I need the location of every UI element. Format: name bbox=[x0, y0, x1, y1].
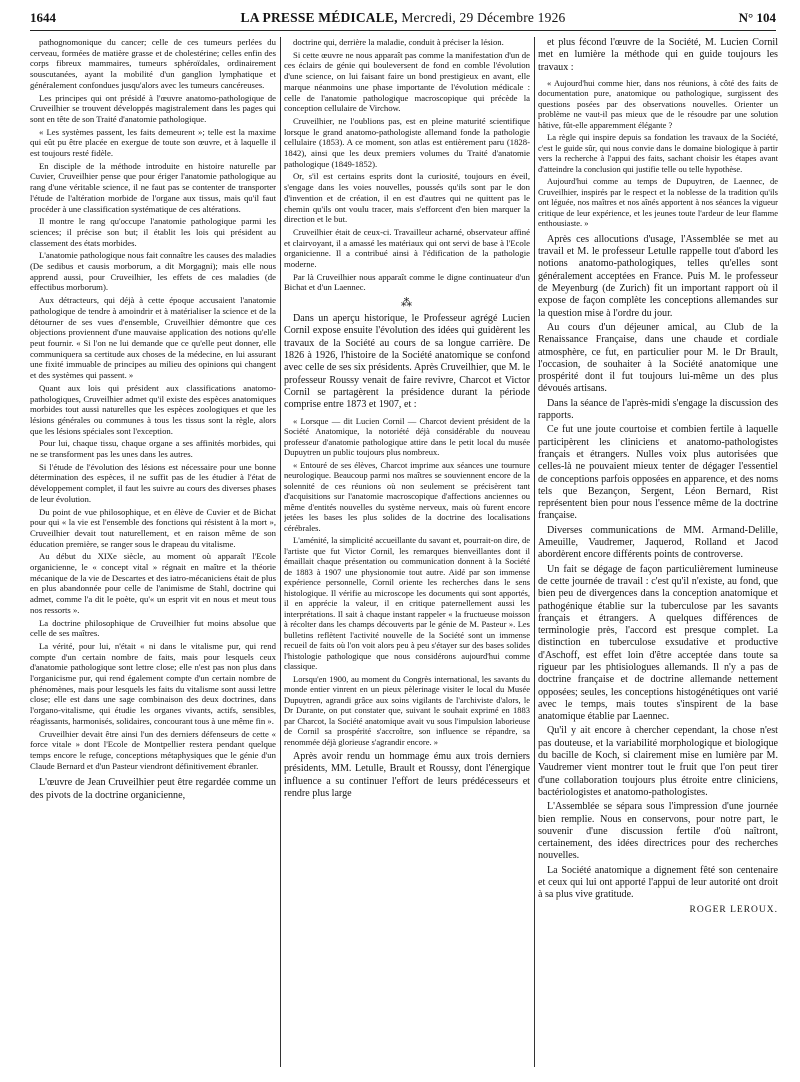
col3-lead bbox=[538, 37, 778, 74]
paragraph: L'œuvre de Jean Cruveilhier peut être regardée comme un des pivots de la doctrine organicienne, bbox=[30, 777, 276, 801]
paragraph: La doctrine philosophique de Cruveilhier fut moins absolue que celle de ses maîtres. bbox=[30, 617, 276, 639]
paragraph: L'anatomie pathologique nous fait connaître les causes des maladies (De sedibus et causis morborum, a dit Morgagni); mais elle nous apprend aussi, pour Cruveilhier, les effets de ces maladies (de effectibus morborum). bbox=[30, 250, 276, 293]
col1-lead bbox=[30, 777, 276, 802]
paragraph: « Aujourd'hui comme hier, dans nos réunions, à côté des faits de documentation pure, anatomique ou pathologique, surgissent des questions posées par des observations nouvelles. Orienter un problème ne vaut-il pas mieux que de le résoudre par une solution hâtive, fût-elle apparemment élégante ? bbox=[538, 77, 778, 130]
paragraph: Cruveilhier, ne l'oublions pas, est en pleine maturité scientifique lorsque le grand anatomo-pathologiste allemand fonde la pathologie cellulaire (1853). A ce moment, son atlas est entièrement paru (1828-1842), ainsi que les deux premiers volumes du Traité d'anatomie pathologique (1849-1852). bbox=[284, 115, 530, 169]
paragraph: pathognomonique du cancer; celle de ces tumeurs perlées du cerveau, formées de matière grasse et de cholestérine; celles enfin des corps fibreux mammaires, tumeurs sphéroïdales, ordinairement souscutanées, ayant la mobilité d'un ganglion lymphatique et généralement confondues jusqu'alors avec les tumeurs cancéreuses. bbox=[30, 37, 276, 90]
paragraph: Cruveilhier était de ceux-ci. Travailleur acharné, observateur affiné et clairvoyant, il a amassé les matériaux qui ont servi de base à l'Ecole organicienne. Il a contribué ainsi à l'édification de la pathologie moderne. bbox=[284, 226, 530, 270]
paragraph: Les principes qui ont présidé à l'œuvre anatomo-pathologique de Cruveilhier se trouvent développés magistralement dans les pages qui sont en tête de son Traité d'anatomie pathologique. bbox=[30, 92, 276, 124]
paragraph: Aujourd'hui comme au temps de Dupuytren, de Laennec, de Cruveilhier, inspirés par le respect et la noblesse de la tradition qu'ils ont léguée, nos maîtres et nos aînés apportent à nos séances la vigueur critique de leur expérience, et les jeunes toute l'ardeur de leur flamme enthousiaste. » bbox=[538, 176, 778, 229]
col3-quote bbox=[538, 78, 778, 229]
section-separator: ⁂ bbox=[401, 297, 413, 310]
paragraph: et plus fécond l'œuvre de la Société, M. Lucien Cornil met en lumière la méthode qui en guide toujours les travaux : bbox=[538, 37, 778, 73]
paragraph: La règle qui inspire depuis sa fondation les travaux de la Société, c'est le guide sûr, qui nous convie dans le domaine biologique à partir vers la recherche à l'appui des faits, sachant choisir les étapes avant d'atteindre la conclusion qui justifie telle ou telle hypothèse. bbox=[538, 132, 778, 174]
journal-title-line bbox=[30, 10, 776, 26]
paragraph: Si cette œuvre ne nous apparaît pas comme la manifestation d'un de ces éclairs de génie qui bouleversent de fond en comble l'évolution d'une science, on lui faisant faire un bond prestigieux en avant, elle marque néanmoins une phase importante de l'évolution médicale : celle de l'anatomie pathologique macroscopique qui précède la conception cellulaire de Virchow. bbox=[284, 49, 530, 114]
col2-lead bbox=[284, 313, 530, 411]
paragraph: Ce fut une joute courtoise et combien fertile à laquelle participèrent les cliniciens et anatomo-pathologistes français et étrangers. Nulles voix plus autorisées que celles-là ne pouvaient mieux tenter de dégager l'essentiel de conceptions parfois opposées en apparence, et des noms tels que Bezançon, Sergent, Léon Bernard, Rist représentent bien pour nous l'essence même de la doctrine française. bbox=[538, 424, 778, 522]
paragraph: Au cours d'un déjeuner amical, au Club de la Renaissance Française, dans une chaude et cordiale atmosphère, ce fut, en particulier pour M. le Dr Brault, l'occasion, de souhaiter à la Société anatomique une prospérité dont il fut toujours lui-même un des plus dévoués artisans. bbox=[538, 321, 778, 395]
column-3 bbox=[538, 37, 778, 1077]
paragraph: L'Assemblée se sépara sous l'impression d'une journée bien remplie. Nous en conservons, pour notre part, le souvenir d'une discussion fertile d'où naîtront, certainement, des idées directrices pour des recherches nouvelles. bbox=[538, 801, 778, 862]
paragraph: « Entouré de ses élèves, Charcot imprime aux séances une tournure neurologique. Beaucoup parmi nos maîtres se souviennent encore de la solennité de ces réunions où non seulement se précisèrent tant d'acquisitions sur l'anatomie macroscopique d'affections anciennes ou même d'entités nouvelles du système nerveux, mais où furent encore jetées les bases les plus solides de la doctrine des localisations cérébrales. bbox=[284, 459, 530, 533]
paragraph: Qu'il y ait encore à chercher cependant, la chose n'est pas douteuse, et la variabilité morphologique et biologique du bacille de Koch, si clairement mise en lumière par M. Vaudremer vient montrer tout le fruit que l'on peut tirer d'une collaboration toujours plus étroite entre cliniciens, bactériologistes et anatomo-pathologistes. bbox=[538, 725, 778, 798]
paragraph: En disciple de la méthode introduite en histoire naturelle par Cuvier, Cruveilhier pense que pour ériger l'anatomie pathologique au rang d'une véritable science, il ne faut pas se contenter de transporter l'étude de l'altération morbide de l'organe aux tissus, mais qu'il faut procéder à une classification systématique de ces altérations. bbox=[30, 160, 276, 214]
col1-body bbox=[30, 37, 276, 771]
paragraph: Du point de vue philosophique, et en élève de Cuvier et de Bichat pour qui « la vie est l'ensemble des fonctions qui résistent à la mort », Cruveilhier devait tout naturellement, et en raison même de son éducation première, se ranger sous le drapeau du vitalisme. bbox=[30, 506, 276, 549]
paragraph: La Société anatomique a dignement fêté son centenaire et ceux qui lui ont apporté l'appui de leur autorité ont droit à sa plus vive gratitude. bbox=[538, 864, 778, 901]
col3-body bbox=[538, 234, 778, 902]
page-number: 1644 bbox=[30, 10, 56, 25]
paragraph: doctrine qui, derrière la maladie, conduit à préciser la lésion. bbox=[293, 37, 504, 47]
author-signature: ROGER LEROUX. bbox=[689, 904, 778, 915]
paragraph: « Les systèmes passent, les faits demeurent »; telle est la maxime qui eût pu être placée en exergue de toute son œuvre, et à laquelle il est toujours resté fidèle. bbox=[30, 126, 276, 159]
paragraph: Dans un aperçu historique, le Professeur agrégé Lucien Cornil expose ensuite l'évolution des idées qui guidèrent les travaux de la Société au cours de sa longue carrière. De 1826 à 1926, l'histoire de la Société anatomique se confond avec celle de ses six présidents. Après Cruveilhier, que M. le professeur Roussy venait de faire revivre, Charcot et Victor Cornil se partagèrent la présidence durant la période comprise entre 1873 et 1907, et : bbox=[284, 313, 530, 411]
col2-closing bbox=[284, 751, 530, 800]
page-header bbox=[30, 10, 776, 32]
column-1 bbox=[30, 37, 276, 1077]
paragraph: « Lorsque — dit Lucien Cornil — Charcot devient président de la Société Anatomique, la notoriété déjà considérable du nouveau professeur d'anatomie pathologique attire dans le petit local du musée Dupuytren un public toujours plus nombreux. bbox=[284, 415, 530, 458]
column-divider bbox=[280, 37, 281, 1067]
paragraph: Diverses communications de MM. Armand-Delille, Ameuille, Vaudremer, Jaquerod, Rolland et Jacod abordèrent encore différents points de controverse. bbox=[538, 524, 778, 561]
header-rule bbox=[30, 30, 776, 31]
paragraph: Pour lui, chaque tissu, chaque organe a ses affinités morbides, qui ne se transforment pas les unes dans les autres. bbox=[30, 438, 276, 460]
col2-quote bbox=[284, 416, 530, 748]
paragraph: Par là Cruveilhier nous apparaît comme le digne continuateur d'un Bichat et d'un Laennec. bbox=[284, 271, 530, 293]
paragraph: L'aménité, la simplicité accueillante du savant et, pourrait-on dire, de l'artiste que fut Victor Cornil, les remarques bienveillantes dont il émaillait chaque présentation ou communication donnent à la Société de 1883 à 1907 une physionomie tout autre. Aidé par son immense expérience personnelle, Cornil oriente les recherches dans le sens histologique. Il vérifie au microscope les documents qui sont apportés, il en apprécie la valeur, il en critique paternellement aussi les interprétations. Il sait à chaque instant rappeler « la fructueuse moisson à récolter dans les champs découverts par le génie de M. Pasteur ». Les bulletins reflètent l'activité nouvelle de la Société sont un immense recueil de faits où l'on voit alors peu à peu s'étayer sur des bases solides l'histologie pathologique que nous considérons aujourd'hui comme classique. bbox=[284, 535, 530, 672]
column-2 bbox=[284, 37, 530, 1077]
paragraph: Quant aux lois qui président aux classifications anatomo-pathologiques, Cruveilhier admet qu'il existe des espèces anatomiques morbides tout aussi naturelles que les espèces zoologiques et que les lésions générales ou communes à tous les tissus sont la règle, alors que les lésions spéciales sont l'exception. bbox=[30, 382, 276, 436]
paragraph: Il montre le rang qu'occupe l'anatomie pathologique parmi les sciences; il précise son but; il établit les lois qui président au classement des états morbides. bbox=[30, 216, 276, 248]
column-divider bbox=[534, 37, 535, 1067]
paragraph: Si l'étude de l'évolution des lésions est nécessaire pour une bonne détermination des espèces, il ne suffit pas de les étudier à l'état de développement complet, il faut les suivre au cours des diverses phases de leur évolution. bbox=[30, 461, 276, 504]
paragraph: Dans la séance de l'après-midi s'engage la discussion des rapports. bbox=[538, 397, 778, 422]
paragraph: Cruveilhier devait être ainsi l'un des derniers défenseurs de cette « force vitale » dont l'Ecole de Montpellier restera pendant quelque temps encore le refuge, conceptions métaphysiques que le génie d'un Claude Bernard et d'un Pasteur viendront définitivement ébranler. bbox=[30, 728, 276, 771]
paragraph: Lorsqu'en 1900, au moment du Congrès international, les savants du monde entier vinrent en un pieux pèlerinage visiter le local du Musée Dupuytren, agrandi grâce aux soins vigilants de l'archiviste d'alors, le Dr Durante, on put constater que, suivant le souhait exprimé en 1883 par Charcot, la Société anatomique avait vu sous l'impulsion laborieuse de Cornil sa prospérité s'accroître, son influence se répandre, sa renommée déjà glorieuse s'agrandir encore. » bbox=[284, 673, 530, 747]
journal-title: LA PRESSE MÉDICALE, bbox=[240, 10, 398, 25]
paragraph: Or, s'il est certains esprits dont la curiosité, toujours en éveil, s'engage dans les voies nouvelles, poussés qu'ils sont par le don d'invention et de création, il en est d'autres qui ne quittent pas le chemin qu'ils ont voulu tracer, mais s'efforcent d'en bien marquer la direction et le but. bbox=[284, 171, 530, 225]
paragraph: Après avoir rendu un hommage ému aux trois derniers présidents, MM. Letulle, Brault et Roussy, dont l'énergique influence a su continuer l'effort de leurs prédécesseurs et rendre plus large bbox=[284, 751, 530, 799]
paragraph: La vérité, pour lui, n'était « ni dans le vitalisme pur, qui rend compte d'un certain nombre de faits, mais pour lesquels ceux d'anatomie pathologique sont lettre close; elle n'est pas non plus dans l'organicisme pur, qui rend également compte d'un certain nombre de phénomènes, mais pour lesquels les faits du vitalisme sont aussi lettre close; elle est dans une sage combinaison des deux doctrines, dans l'organo-vitalisme, qui étudie les organes vivants, actifs, sensibles, réagissants, harmonisés, solidaires, concourant tous à une même fin ». bbox=[30, 640, 276, 726]
paragraph: Aux détracteurs, qui déjà à cette époque accusaient l'anatomie pathologique de tendre à amoindrir et à matérialiser la science et de la détourner de ses vues d'ensemble, Cruveilhier démontre que ces objections proviennent d'une mauvaise application des notions qu'elle peut fournir. « Si l'on ne lui demande que ce qu'elle peut donner, elle communiquera sa certitude aux choses de la médecine, en lui assurant une fixité immuable de principes au milieu des opinions qui changent et des systèmes qui passent. » bbox=[30, 295, 276, 381]
paragraph: Au début du XIXe siècle, au moment où apparaît l'Ecole organicienne, le « concept vital » régnait en maître et la théorie mécanique de la vie de Descartes et des iatro-mécaniciens était de plus en plus abandonnée pour celle de l'animisme de Stahl, doctrine qui admet, comme l'a dit le poète, qu'« un esprit vit en nous et meut tous nos ressorts ». bbox=[30, 551, 276, 615]
paragraph: Après ces allocutions d'usage, l'Assemblée se met au travail et M. le professeur Letulle rappelle tout d'abord les notions anatomo-pathologiques, telles qu'elles sont généralement acceptées en France. Puis M. le professeur de Meyenburg (de Zurich) fit un important rapport où il expose de façon complète les conceptions allemandes sur la question mise à l'ordre du jour. bbox=[538, 233, 778, 319]
issue-date: Mercredi, 29 Décembre 1926 bbox=[401, 10, 566, 25]
col2-body bbox=[284, 37, 530, 293]
issue-number: N° 104 bbox=[738, 10, 776, 25]
paragraph: Un fait se dégage de façon particulièrement lumineuse de cette journée de travail : c'est qu'il n'existe, au fond, que bien peu de divergences dans la conception anatomique et pathogénique établie sur la tuberculose par les savants français et étrangers. A quelques différences de terminologie près, l'accord est presque complet. La distinction en tuberculose exsudative et productive d'Aschoff, est effet loin d'être acceptée dans toute sa rigueur par les phtisiologues allemands. Il n'y a pas de doctrine française et de doctrine allemande nettement opposées; seules, les conceptions histogénétiques ont varié avec le temps, mais toutes s'inspirent de la base anatomique établie par Laennec. bbox=[538, 563, 778, 723]
